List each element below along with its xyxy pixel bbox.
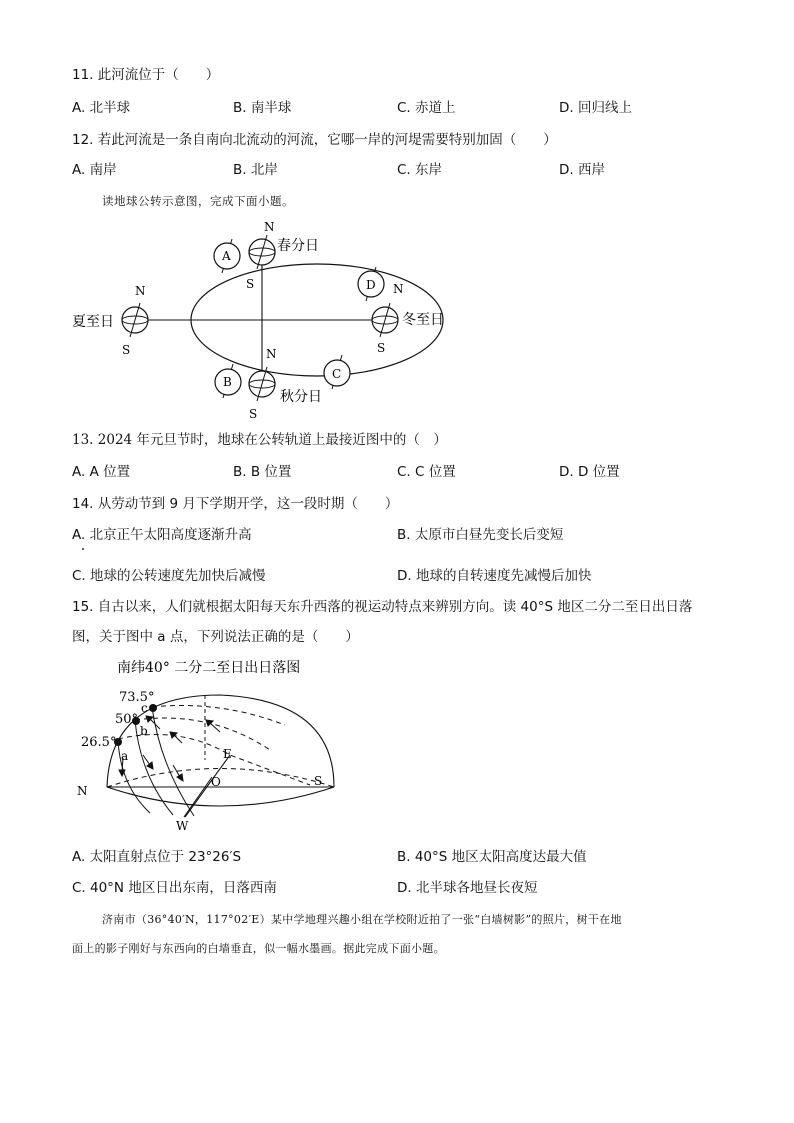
- q11-option-b[interactable]: B. 南半球: [233, 100, 292, 116]
- winter-solstice-label: 冬至日: [402, 312, 444, 328]
- q12-option-c[interactable]: C. 东岸: [397, 162, 443, 178]
- q11-option-d[interactable]: D. 回归线上: [559, 100, 632, 116]
- q15-option-a[interactable]: A. 太阳直射点位于 23°26′S: [72, 849, 242, 865]
- sunrise-sunset-diagram: [70, 655, 350, 835]
- q11-stem: 11. 此河流位于（ ）: [72, 67, 220, 83]
- stray-dot: [82, 548, 84, 550]
- q15-option-d[interactable]: D. 北半球各地昼长夜短: [397, 880, 538, 896]
- point-e-label: E: [223, 747, 232, 761]
- label-a: A: [222, 249, 231, 263]
- q12-option-a[interactable]: A. 南岸: [72, 162, 117, 178]
- point-o-label: O: [211, 775, 221, 789]
- point-c: [149, 704, 157, 712]
- q12-option-d[interactable]: D. 西岸: [559, 162, 605, 178]
- q13-stem: 13. 2024 年元旦节时，地球在公转轨道上最接近图中的（ ）: [72, 432, 447, 448]
- q13-option-b[interactable]: B. B 位置: [233, 464, 292, 480]
- q12-option-b[interactable]: B. 北岸: [233, 162, 278, 178]
- q12-stem: 12. 若此河流是一条自南向北流动的河流，它哪一岸的河堤需要特别加固（ ）: [72, 132, 557, 148]
- q15-stem-line2: 图，关于图中 a 点，下列说法正确的是（ ）: [72, 629, 359, 645]
- orbit-diagram: [60, 212, 470, 427]
- autumn-equinox-label: 秋分日: [280, 389, 322, 405]
- spring-equinox-label: 春分日: [277, 238, 319, 254]
- q11-option-c[interactable]: C. 赤道上: [397, 100, 456, 116]
- intro-jinan-line1: 济南市（36°40′N，117°02′E）某中学地理兴趣小组在学校附近拍了一张“白墙树影”的照片，树干在地: [102, 913, 622, 926]
- autumn-n-label: N: [266, 347, 277, 361]
- q15-option-b[interactable]: B. 40°S 地区太阳高度达最大值: [397, 849, 587, 865]
- autumn-s-label: S: [249, 407, 258, 421]
- q15-option-c[interactable]: C. 40°N 地区日出东南，日落西南: [72, 880, 277, 896]
- q14-option-b[interactable]: B. 太原市白昼先变长后变短: [397, 527, 564, 543]
- north-label: N: [77, 784, 88, 798]
- q13-option-d[interactable]: D. D 位置: [559, 464, 620, 480]
- label-d: D: [366, 278, 376, 292]
- summer-solstice-label: 夏至日: [72, 314, 114, 330]
- q13-option-c[interactable]: C. C 位置: [397, 464, 456, 480]
- intro-orbit-figure: 读地球公转示意图，完成下面小题。: [102, 194, 294, 208]
- south-label: S: [314, 774, 323, 788]
- q14-option-a[interactable]: A. 北京正午太阳高度逐渐升高: [72, 527, 252, 543]
- spring-n-label: N: [264, 220, 275, 234]
- q14-option-c[interactable]: C. 地球的公转速度先加快后减慢: [72, 568, 266, 584]
- q11-option-a[interactable]: A. 北半球: [72, 100, 131, 116]
- spring-s-label: S: [246, 277, 255, 291]
- winter-n-label: N: [393, 282, 404, 296]
- angle-b-label: 50°: [115, 712, 139, 727]
- summer-s-label: S: [122, 343, 131, 357]
- west-label: W: [176, 819, 189, 833]
- q14-option-d[interactable]: D. 地球的自转速度先减慢后加快: [397, 568, 592, 584]
- q13-option-a[interactable]: A. A 位置: [72, 464, 131, 480]
- earth-spring-equinox: [249, 235, 275, 269]
- angle-c-label: 73.5°: [119, 690, 155, 705]
- intro-jinan-line2: 面上的影子刚好与东西向的白墙垂直，似一幅水墨画。据此完成下面小题。: [72, 942, 445, 955]
- winter-s-label: S: [377, 341, 386, 355]
- label-c: C: [332, 367, 342, 381]
- point-b-label: b: [140, 724, 148, 738]
- point-a-label: a: [121, 749, 129, 763]
- earth-winter-solstice: [372, 303, 398, 337]
- q15-stem-line1: 15. 自古以来，人们就根据太阳每天东升西落的视运动特点来辨别方向。读 40°S 地区二分二至日出日落: [72, 599, 693, 615]
- fig2-title: 南纬40° 二分二至日出日落图: [117, 660, 301, 676]
- label-b: B: [223, 375, 232, 389]
- q14-stem: 14. 从劳动节到 9 月下学期开学，这一段时期（ ）: [72, 496, 399, 512]
- earth-summer-solstice: [122, 303, 148, 337]
- summer-n-label: N: [135, 284, 146, 298]
- point-c-label: c: [141, 701, 148, 715]
- angle-a-label: 26.5°: [81, 735, 117, 750]
